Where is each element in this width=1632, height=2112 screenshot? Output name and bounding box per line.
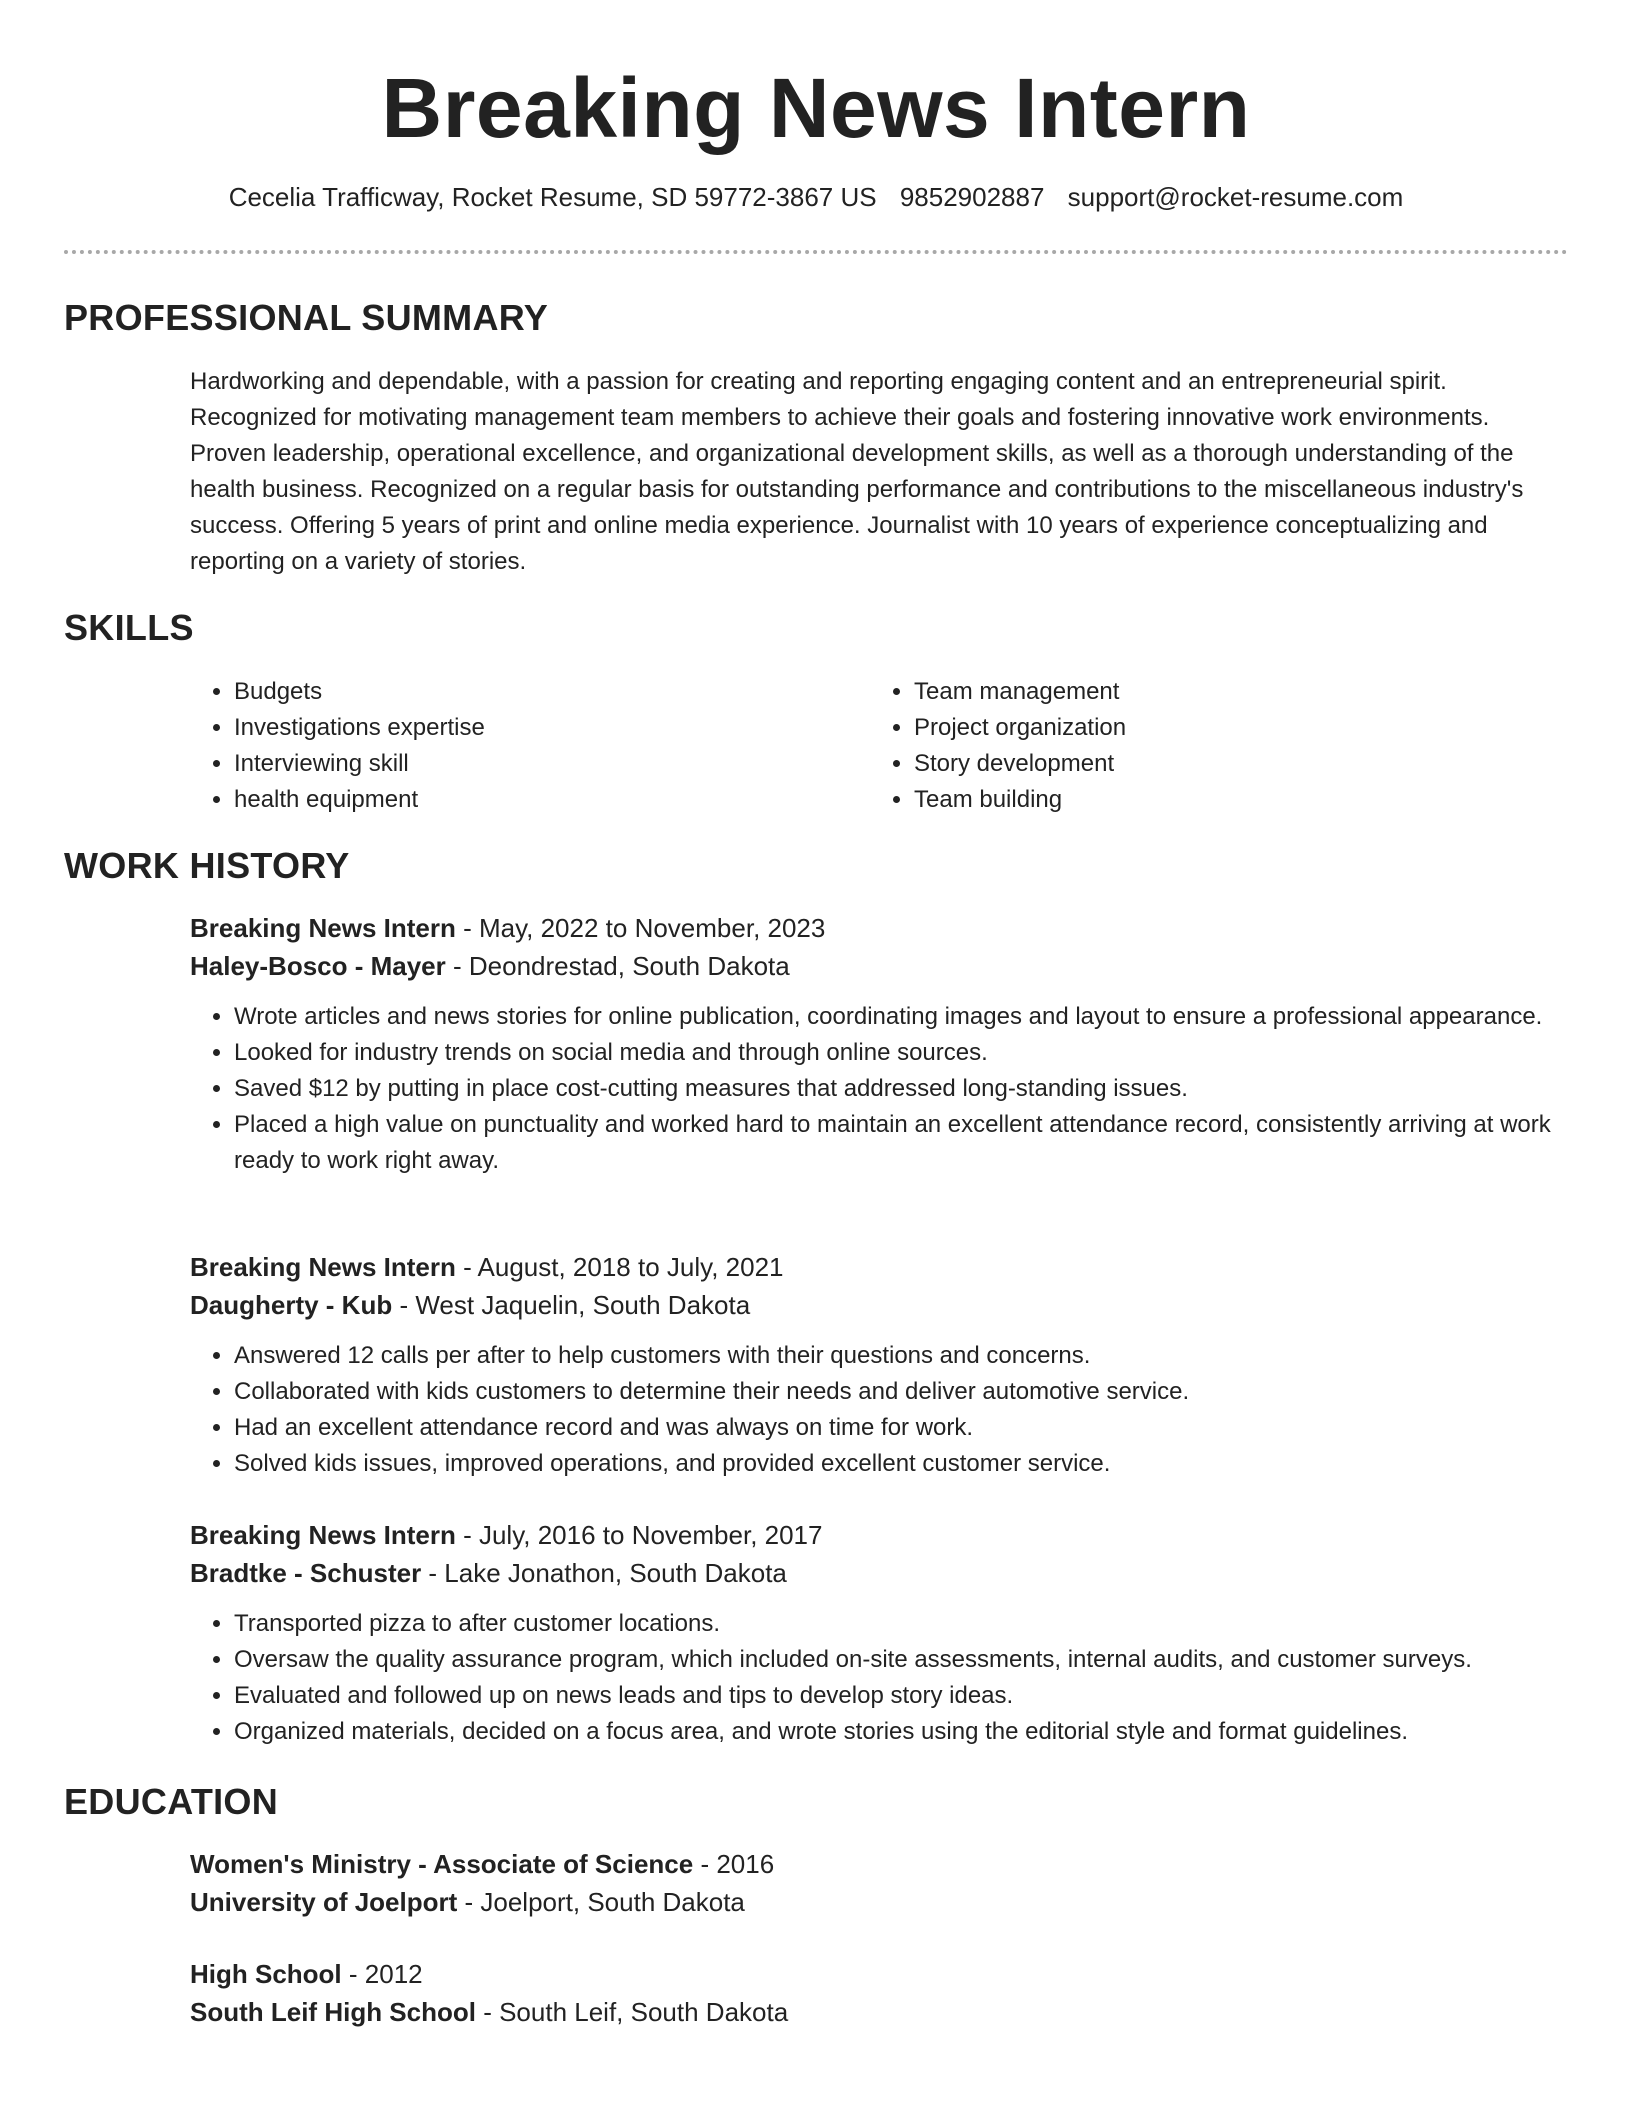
job-title-line: [190, 909, 1570, 947]
skill-item: • Team building: [914, 782, 1126, 818]
job-company: Haley-Bosco - Mayer: [190, 951, 446, 981]
contact-phone: 9852902887: [899, 182, 1045, 212]
job-bullet: • Answered 12 calls per after to help customers with their questions and concerns.: [234, 1338, 1570, 1374]
job-dates: - July, 2016 to November, 2017: [455, 1520, 823, 1550]
skill-item: • health equipment: [234, 782, 485, 818]
education-degree: Women's Ministry - Associate of Science: [190, 1849, 694, 1879]
job-dates: - August, 2018 to July, 2021: [455, 1252, 784, 1282]
education-heading: EDUCATION: [64, 1781, 279, 1822]
work-heading: WORK HISTORY: [64, 845, 350, 886]
skills-heading: SKILLS: [64, 607, 194, 648]
skill-item: • Team management: [914, 674, 1126, 710]
resume-title: Breaking News Intern: [381, 61, 1251, 155]
education-degree: High School: [190, 1959, 342, 1989]
education-year: - 2012: [341, 1959, 423, 1989]
education-location: - South Leif, South Dakota: [475, 1997, 789, 2027]
skills-list-right: [870, 674, 1126, 818]
summary-heading: PROFESSIONAL SUMMARY: [64, 297, 549, 338]
job-title: Breaking News Intern: [190, 1252, 456, 1282]
job-bullet: • Had an excellent attendance record and was always on time for work.: [234, 1410, 1570, 1446]
job-entry: [190, 1516, 1570, 1750]
job-bullet: • Organized materials, decided on a focus area, and wrote stories using the editorial style and format guidelines.: [234, 1714, 1570, 1750]
job-company: Daugherty - Kub: [190, 1290, 393, 1320]
contact-line: [64, 180, 1568, 214]
job-location: - Deondrestad, South Dakota: [445, 951, 790, 981]
job-bullets: [190, 999, 1570, 1179]
skill-item: • Project organization: [914, 710, 1126, 746]
job-bullet: • Evaluated and followed up on news leads and tips to develop story ideas.: [234, 1678, 1570, 1714]
job-title-line: [190, 1516, 1570, 1554]
skill-item: • Budgets: [234, 674, 485, 710]
skill-item: • Story development: [914, 746, 1126, 782]
job-bullet: • Transported pizza to after customer locations.: [234, 1606, 1570, 1642]
job-company-line: [190, 947, 1570, 985]
job-bullet: • Collaborated with kids customers to determine their needs and deliver automotive service.: [234, 1374, 1570, 1410]
job-bullets: [190, 1606, 1570, 1750]
education-degree-line: [190, 1845, 1570, 1883]
skill-item: • Interviewing skill: [234, 746, 485, 782]
skill-item: • Investigations expertise: [234, 710, 485, 746]
job-bullet: • Placed a high value on punctuality and worked hard to maintain an excellent attendance record, consistently arriving at work ready to work right away.: [234, 1107, 1570, 1179]
job-location: - Lake Jonathon, South Dakota: [421, 1558, 787, 1588]
education-year: - 2016: [693, 1849, 775, 1879]
education-entry: [190, 1845, 1570, 1921]
contact-address: Cecelia Trafficway, Rocket Resume, SD 59772-3867 US: [228, 182, 877, 212]
education-degree-line: [190, 1955, 1570, 1993]
job-title: Breaking News Intern: [190, 1520, 456, 1550]
job-dates: - May, 2022 to November, 2023: [455, 913, 826, 943]
job-bullet: • Wrote articles and news stories for online publication, coordinating images and layout to ensure a professional appearance.: [234, 999, 1570, 1035]
summary-text: Hardworking and dependable, with a passion for creating and reporting engaging content and an entrepreneurial spirit. Recognized for motivating management team members to achieve their goals and fostering innovative work environments. Proven leadership, operational excellence, and organizational development skills, as well as a thorough understanding of the health business. Recognized on a regular basis for outstanding performance and contributions to the miscellaneous industry's success. Offering 5 years of print and online media experience. Journalist with 10 years of experience conceptualizing and reporting on a variety of stories.: [190, 368, 1524, 575]
job-company-line: [190, 1554, 1570, 1592]
skills-list-left: [190, 674, 485, 818]
job-title-line: [190, 1248, 1570, 1286]
education-entry: [190, 1955, 1570, 2031]
job-bullet: • Oversaw the quality assurance program, which included on-site assessments, internal audits, and customer surveys.: [234, 1642, 1570, 1678]
resume-page: [64, 0, 1568, 2027]
contact-email: support@rocket-resume.com: [1067, 182, 1404, 212]
education-location: - Joelport, South Dakota: [457, 1887, 745, 1917]
job-entry: [190, 1248, 1570, 1482]
job-company-line: [190, 1286, 1570, 1324]
job-bullet: • Saved $12 by putting in place cost-cutting measures that addressed long-standing issues.: [234, 1071, 1570, 1107]
job-entry: [190, 909, 1570, 1179]
education-school: South Leif High School: [190, 1997, 476, 2027]
header-divider: [64, 250, 1568, 254]
job-company: Bradtke - Schuster: [190, 1558, 422, 1588]
education-school: University of Joelport: [190, 1887, 458, 1917]
education-school-line: [190, 1993, 1570, 2031]
job-bullets: [190, 1338, 1570, 1482]
job-location: - West Jaquelin, South Dakota: [392, 1290, 751, 1320]
education-school-line: [190, 1883, 1570, 1921]
job-title: Breaking News Intern: [190, 913, 456, 943]
job-bullet: • Solved kids issues, improved operations, and provided excellent customer service.: [234, 1446, 1570, 1482]
job-bullet: • Looked for industry trends on social media and through online sources.: [234, 1035, 1570, 1071]
